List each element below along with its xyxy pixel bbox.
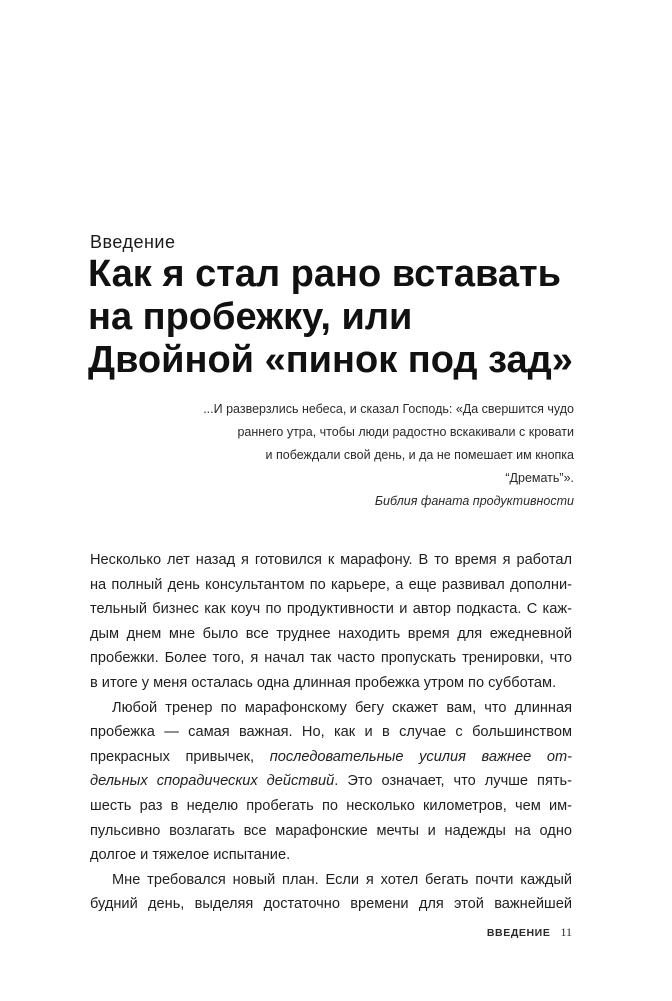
body-line: долгое и тяжелое испытание. bbox=[90, 847, 291, 864]
epigraph-line: и побеждали свой день, и да не помешает им кнопка bbox=[265, 448, 574, 462]
body-line: тельный бизнес как коуч по продуктивности и автор подкаста. С каж- bbox=[90, 601, 572, 618]
epigraph-line: “Дремать”». bbox=[505, 471, 574, 485]
epigraph bbox=[134, 398, 574, 513]
epigraph-line: раннего утра, чтобы люди радостно вскакивали с кровати bbox=[237, 425, 574, 439]
body-text-segment: прекрасных привычек, bbox=[90, 748, 270, 765]
chapter-title-line: на пробежку, или bbox=[88, 296, 413, 338]
chapter-label: Введение bbox=[90, 232, 176, 252]
body-line: Мне требовался новый план. Если я хотел бегать почти каждый bbox=[112, 871, 572, 888]
emphasis-text: последовательные усилия важнее от- bbox=[269, 748, 573, 765]
chapter-title-line: Как я стал рано вставать bbox=[88, 253, 561, 295]
footer-section: ВВЕДЕНИЕ bbox=[486, 927, 551, 939]
page-number: 11 bbox=[560, 925, 572, 939]
body-text-segment: . Это означает, что лучше пять- bbox=[334, 773, 572, 790]
epigraph-line: ...И разверзлись небеса, и сказал Господь: «Да свершится чудо bbox=[203, 402, 574, 416]
body-line: пульсивно возлагать все марафонские мечты и надежды на одно bbox=[90, 822, 572, 839]
body-line: пробежки. Более того, я начал так часто пропускать тренировки, что bbox=[90, 650, 572, 667]
body-text bbox=[90, 548, 572, 917]
chapter-title bbox=[88, 253, 588, 382]
running-footer bbox=[487, 925, 572, 940]
epigraph-source: Библия фаната продуктивности bbox=[374, 494, 574, 508]
body-line-mixed bbox=[90, 769, 572, 794]
body-line: Несколько лет назад я готовился к марафону. В то время я работал bbox=[90, 552, 572, 568]
body-line: дым днем мне было все труднее находить время для ежедневной bbox=[90, 625, 572, 642]
chapter-title-line: Двойной «пинок под зад» bbox=[88, 339, 573, 381]
emphasis-text: дельных спорадических действий bbox=[90, 773, 335, 790]
body-line: будний день, выделяя достаточно времени для этой важнейшей bbox=[90, 896, 572, 913]
body-line: шесть раз в неделю пробегать по несколько километров, чем им- bbox=[90, 797, 572, 814]
body-line: Любой тренер по марафонскому бегу скажет вам, что длинная bbox=[112, 699, 572, 716]
body-line-mixed bbox=[90, 745, 572, 770]
body-line: пробежка — самая важная. Но, как и в случае с большинством bbox=[90, 724, 572, 741]
body-line: в итоге у меня осталась одна длинная пробежка утром по субботам. bbox=[90, 674, 557, 691]
body-line: на полный день консультантом по карьере, а еще развивал дополни- bbox=[90, 576, 572, 593]
